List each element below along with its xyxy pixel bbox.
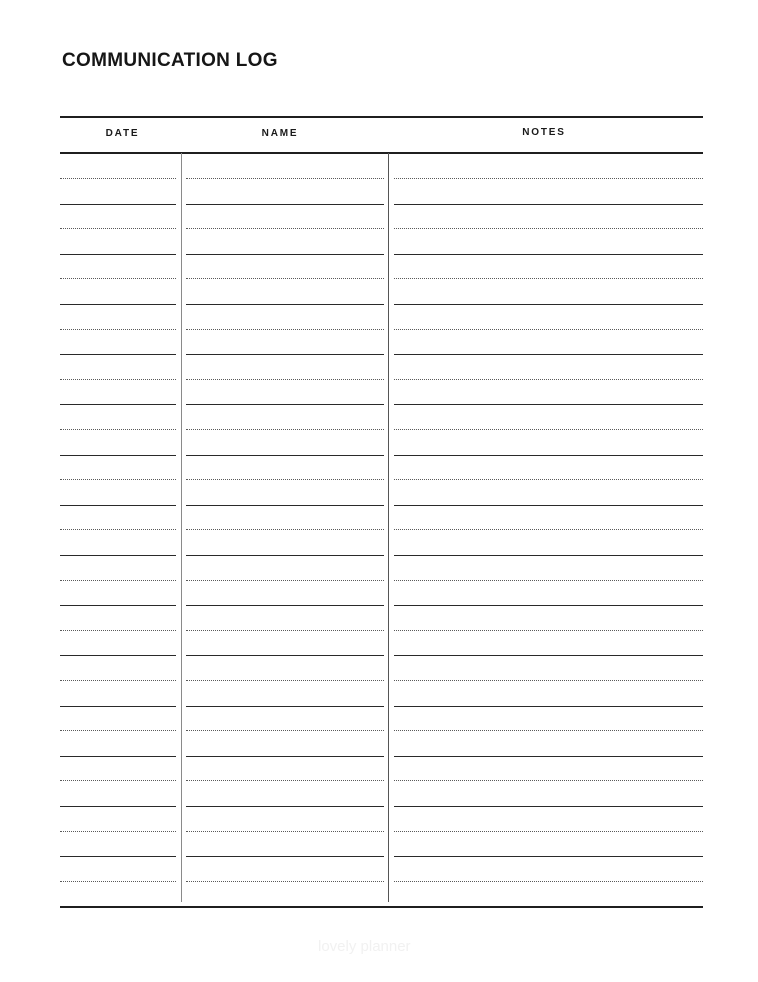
entry-12-notes-solid-line: [394, 756, 703, 757]
entry-15-date-dotted-line: [60, 881, 176, 882]
entry-14-name-solid-line: [186, 856, 384, 857]
entry-9-name-dotted-line: [186, 580, 384, 581]
entry-12-notes-dotted-line: [394, 730, 703, 731]
entry-3-notes-dotted-line: [394, 278, 703, 279]
entry-12-name-dotted-line: [186, 730, 384, 731]
entry-3-name-dotted-line: [186, 278, 384, 279]
footer-watermark: lovely planner: [318, 938, 411, 955]
entry-9-notes-dotted-line: [394, 580, 703, 581]
entry-14-notes-solid-line: [394, 856, 703, 857]
entry-12-date-solid-line: [60, 756, 176, 757]
entry-7-date-solid-line: [60, 505, 176, 506]
entry-1-date-solid-line: [60, 204, 176, 205]
entry-6-date-solid-line: [60, 455, 176, 456]
entry-8-notes-solid-line: [394, 555, 703, 556]
entry-14-date-dotted-line: [60, 831, 176, 832]
column-header-date: DATE: [105, 128, 140, 139]
entry-6-notes-dotted-line: [394, 429, 703, 430]
entry-2-date-solid-line: [60, 254, 176, 255]
entry-7-notes-solid-line: [394, 505, 703, 506]
entry-13-date-dotted-line: [60, 780, 176, 781]
entry-11-name-solid-line: [186, 706, 384, 707]
entry-13-notes-dotted-line: [394, 780, 703, 781]
entry-4-date-dotted-line: [60, 329, 176, 330]
communication-log-table: [60, 116, 703, 909]
column-header-notes: NOTES: [522, 127, 566, 138]
entry-2-date-dotted-line: [60, 228, 176, 229]
entry-2-notes-dotted-line: [394, 228, 703, 229]
entry-5-name-dotted-line: [186, 379, 384, 380]
entry-14-name-dotted-line: [186, 831, 384, 832]
entry-8-name-solid-line: [186, 555, 384, 556]
entry-3-date-solid-line: [60, 304, 176, 305]
entry-7-name-dotted-line: [186, 479, 384, 480]
entry-1-name-dotted-line: [186, 178, 384, 179]
table-top-rule: [60, 116, 703, 118]
entry-8-notes-dotted-line: [394, 529, 703, 530]
entry-9-date-dotted-line: [60, 580, 176, 581]
entry-10-name-solid-line: [186, 655, 384, 656]
entry-1-name-solid-line: [186, 204, 384, 205]
entry-11-name-dotted-line: [186, 680, 384, 681]
entry-5-notes-solid-line: [394, 404, 703, 405]
entry-6-name-solid-line: [186, 455, 384, 456]
entry-4-name-dotted-line: [186, 329, 384, 330]
entry-6-date-dotted-line: [60, 429, 176, 430]
entry-1-notes-solid-line: [394, 204, 703, 205]
entry-15-name-dotted-line: [186, 881, 384, 882]
entry-2-name-solid-line: [186, 254, 384, 255]
entry-5-name-solid-line: [186, 404, 384, 405]
entry-4-notes-solid-line: [394, 354, 703, 355]
page-title: COMMUNICATION LOG: [62, 50, 278, 71]
entry-4-name-solid-line: [186, 354, 384, 355]
entry-6-notes-solid-line: [394, 455, 703, 456]
entry-15-notes-dotted-line: [394, 881, 703, 882]
entry-10-notes-solid-line: [394, 655, 703, 656]
header-bottom-rule: [60, 152, 703, 154]
entry-10-notes-dotted-line: [394, 630, 703, 631]
entry-13-name-solid-line: [186, 806, 384, 807]
entry-12-date-dotted-line: [60, 730, 176, 731]
entry-4-notes-dotted-line: [394, 329, 703, 330]
entry-9-date-solid-line: [60, 605, 176, 606]
column-divider-date-name: [181, 153, 182, 902]
entry-8-date-solid-line: [60, 555, 176, 556]
entry-14-notes-dotted-line: [394, 831, 703, 832]
entry-4-date-solid-line: [60, 354, 176, 355]
entry-7-notes-dotted-line: [394, 479, 703, 480]
entry-11-date-solid-line: [60, 706, 176, 707]
column-header-name: NAME: [261, 128, 299, 139]
entry-9-notes-solid-line: [394, 605, 703, 606]
entry-12-name-solid-line: [186, 756, 384, 757]
entry-11-date-dotted-line: [60, 680, 176, 681]
entry-5-notes-dotted-line: [394, 379, 703, 380]
entry-1-notes-dotted-line: [394, 178, 703, 179]
entry-13-date-solid-line: [60, 806, 176, 807]
entry-2-notes-solid-line: [394, 254, 703, 255]
entry-3-name-solid-line: [186, 304, 384, 305]
entry-6-name-dotted-line: [186, 429, 384, 430]
entry-10-date-dotted-line: [60, 630, 176, 631]
entry-5-date-dotted-line: [60, 379, 176, 380]
entry-7-name-solid-line: [186, 505, 384, 506]
entry-8-name-dotted-line: [186, 529, 384, 530]
entry-2-name-dotted-line: [186, 228, 384, 229]
entry-10-name-dotted-line: [186, 630, 384, 631]
entry-11-notes-dotted-line: [394, 680, 703, 681]
entry-11-notes-solid-line: [394, 706, 703, 707]
entry-3-notes-solid-line: [394, 304, 703, 305]
entry-14-date-solid-line: [60, 856, 176, 857]
entry-13-name-dotted-line: [186, 780, 384, 781]
entry-9-name-solid-line: [186, 605, 384, 606]
entry-1-date-dotted-line: [60, 178, 176, 179]
entry-8-date-dotted-line: [60, 529, 176, 530]
entry-5-date-solid-line: [60, 404, 176, 405]
table-bottom-rule: [60, 906, 703, 908]
column-divider-name-notes: [388, 153, 389, 902]
entry-3-date-dotted-line: [60, 278, 176, 279]
entry-10-date-solid-line: [60, 655, 176, 656]
entry-7-date-dotted-line: [60, 479, 176, 480]
entry-13-notes-solid-line: [394, 806, 703, 807]
